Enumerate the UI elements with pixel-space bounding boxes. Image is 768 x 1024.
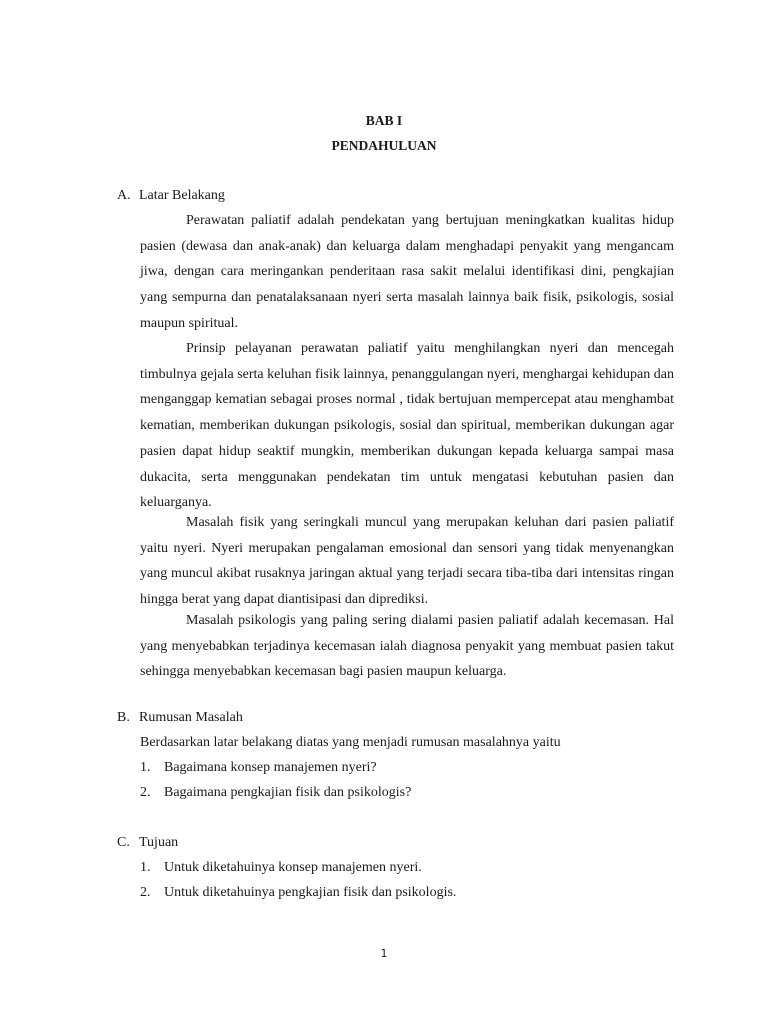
section-c-heading xyxy=(117,835,178,851)
list-item xyxy=(140,885,456,901)
list-item xyxy=(140,785,411,801)
paragraph-1: Perawatan paliatif adalah pendekatan yang bertujuan meningkatkan kualitas hidup pasien (dewasa dan anak-anak) dan keluarga dalam menghadapi penyakit yang mengancam jiwa, dengan cara meringankan penderitaan rasa sakit melalui identifikasi dini, pengkajian yang sempurna dan penatalaksanaan nyeri serta masalah lainnya baik fisik, psikologis, sosial maupun spiritual. xyxy=(140,213,674,331)
chapter-title: PENDAHULUAN xyxy=(331,138,437,153)
paragraph-3: Masalah fisik yang seringkali muncul yang merupakan keluhan dari pasien paliatif yaitu nyeri. Nyeri merupakan pengalaman emosional dan sensori yang tidak menyenangkan yang muncul akibat rusaknya jaringan aktual yang terjadi secara tiba-tiba dari intensitas ringan hingga berat yang dapat diantisipasi dan diprediksi. xyxy=(140,515,674,608)
section-b-title: Rumusan Masalah xyxy=(139,710,243,725)
paragraph-2: Prinsip pelayanan perawatan paliatif yaitu menghilangkan nyeri dan mencegah timbulnya gejala serta keluhan fisik lainnya, penanggulangan nyeri, menghargai kehidupan dan menganggap kematian sebagai proses normal , tidak bertujuan mempercepat atau menghambat kematian, memberikan dukungan psikologis, sosial dan spiritual, memberikan dukungan agar pasien dapat hidup seaktif mungkin, memberikan dukungan kepada keluarga sampai masa dukacita, serta menggunakan pendekatan tim untuk mengatasi kebutuhan pasien dan keluarganya. xyxy=(140,341,674,511)
list-item-text: Bagaimana pengkajian fisik dan psikologis? xyxy=(164,785,412,800)
section-a-letter: A. xyxy=(117,188,131,203)
section-c-title: Tujuan xyxy=(139,835,179,850)
list-item-number: 1. xyxy=(140,760,151,775)
section-a-title: Latar Belakang xyxy=(139,188,225,203)
list-item-text: Untuk diketahuinya pengkajian fisik dan psikologis. xyxy=(164,885,457,900)
paragraph-4: Masalah psikologis yang paling sering dialami pasien paliatif adalah kecemasan. Hal yang menyebabkan terjadinya kecemasan ialah diagnosa penyakit yang membuat pasien takut sehingga menyebabkan kecemasan bagi pasien maupun keluarga. xyxy=(140,613,674,680)
section-c-letter: C. xyxy=(117,835,130,850)
section-b-letter: B. xyxy=(117,710,130,725)
section-a-heading xyxy=(117,188,225,204)
section-b-heading xyxy=(117,710,243,726)
list-item-number: 1. xyxy=(140,860,151,875)
list-item-text: Bagaimana konsep manajemen nyeri? xyxy=(164,760,377,775)
list-item-number: 2. xyxy=(140,785,151,800)
list-item xyxy=(140,760,377,776)
list-item-number: 2. xyxy=(140,885,151,900)
list-item xyxy=(140,860,422,876)
chapter-number: BAB I xyxy=(365,113,403,128)
list-item-text: Untuk diketahuinya konsep manajemen nyeri. xyxy=(164,860,422,875)
page-number: 1 xyxy=(380,947,388,960)
section-b-intro: Berdasarkan latar belakang diatas yang menjadi rumusan masalahnya yaitu xyxy=(140,735,561,750)
